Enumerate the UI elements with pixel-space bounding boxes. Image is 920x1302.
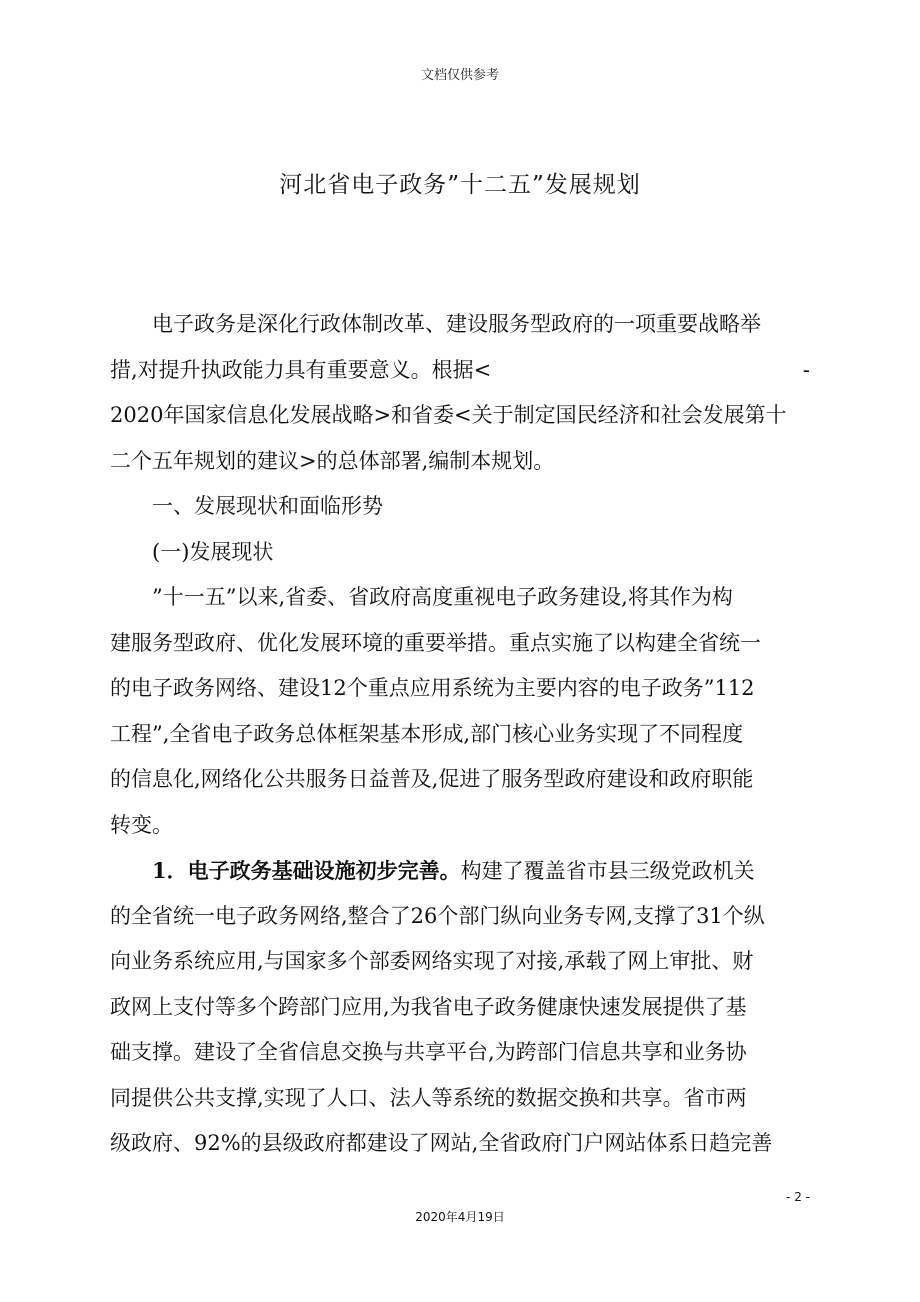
subsection-heading-1: (一)发展现状 (152, 539, 274, 564)
item-1-line-2: 的全省统一电子政务网络,整合了26个部门纵向业务专网,支撑了31个纵 (110, 903, 765, 928)
document-body (110, 302, 810, 1167)
footer-date: 2020年4月19日 (415, 1210, 505, 1224)
intro-line-1: 电子政务是深化行政体制改革、建设服务型政府的一项重要战略举 (152, 312, 761, 336)
status-line-3: 的电子政务网络、建设12个重点应用系统为主要内容的电子政务”112 (110, 676, 755, 700)
item-1-line-7: 级政府、92%的县级政府都建设了网站,全省政府门户网站体系日趋完善 (110, 1131, 773, 1155)
intro-line-3: 2020年国家信息化发展战略>和省委<关于制定国民经济和社会发展第十 (110, 403, 787, 427)
section-heading-1: 一、发展现状和面临形势 (152, 494, 383, 518)
intro-line-2-text: 措,对提升执政能力具有重要意义。根据< (110, 357, 492, 382)
status-line-2: 建服务型政府、优化发展环境的重要举措。重点实施了以构建全省统一 (110, 630, 761, 655)
document-title: 河北省电子政务”十二五”发展规划 (279, 172, 641, 198)
item-1-heading: 1．电子政务基础设施初步完善。 (152, 858, 461, 883)
status-line-1: ”十一五”以来,省委、省政府高度重视电子政务建设,将其作为构 (152, 585, 733, 609)
item-1-first-rest: 构建了覆盖省市县三级党政机关 (460, 859, 755, 883)
item-1-line-6: 同提供公共支撑,实现了人口、法人等系统的数据交换和共享。省市两 (110, 1085, 747, 1110)
intro-line-2 (110, 348, 810, 394)
status-line-4: 工程”,全省电子政务总体框架基本形成,部门核心业务实现了不同程度 (110, 721, 744, 746)
header-watermark: 文档仅供参考 (420, 68, 499, 83)
status-line-5: 的信息化,网络化公共服务日益普及,促进了服务型政府建设和政府职能 (110, 767, 754, 791)
item-1-line-3: 向业务系统应用,与国家多个部委网络实现了对接,承载了网上审批、财 (110, 949, 754, 973)
status-line-6: 转变。 (110, 812, 173, 837)
intro-line-2-dash: - (802, 357, 810, 382)
item-1-line-5: 础支撑。建设了全省信息交换与共享平台,为跨部门信息共享和业务协 (110, 1040, 747, 1064)
page-number: - 2 - (786, 1190, 810, 1204)
item-1-line-4: 政网上支付等多个跨部门应用,为我省电子政务健康快速发展提供了基 (110, 994, 747, 1019)
intro-line-4: 二个五年规划的建议>的总体部署,编制本规划。 (110, 448, 555, 473)
item-1-first-line (110, 848, 810, 894)
